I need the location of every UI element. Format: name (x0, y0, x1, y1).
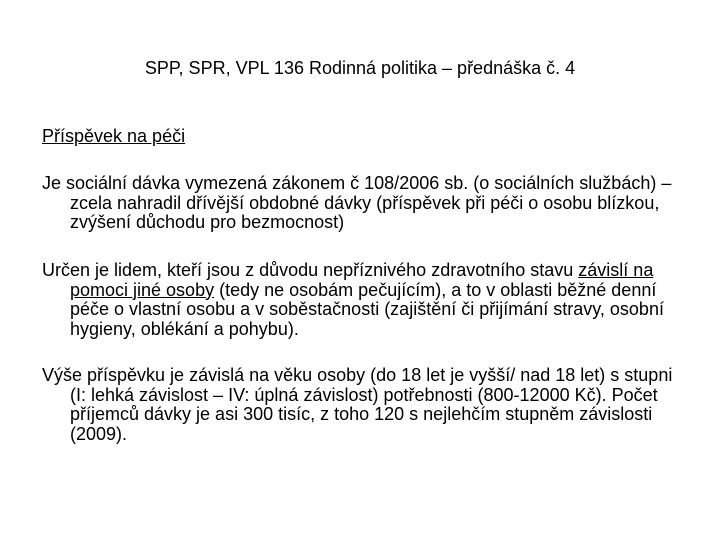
paragraph-definition: Je sociální dávka vymezená zákonem č 108/2006 sb. (o sociálních službách) – zcela nahradil dřívější obdobné dávky (příspěvek při péči o osobu blízkou, zvýšení důchodu pro bezmocnost) (42, 173, 672, 232)
paragraph-eligibility (42, 261, 678, 339)
paragraph-eligibility-text-start: Určen je lidem, kteří jsou z důvodu nepříznivého zdravotního stavu (42, 260, 579, 280)
paragraph-eligibility-underlined: závislí na pomoci jiné osoby (70, 260, 654, 300)
section-heading: Příspěvek na péči (42, 126, 186, 146)
paragraph-eligibility-text-end: (tedy ne osobám pečujícím), a to v oblasti běžné denní péče o vlastní osobu a v soběstačnosti (zajištění či přijímání stravy, osobní hygieny, oblékání a pohybu). (70, 279, 664, 339)
paragraph-amount: Výše příspěvku je závislá na věku osoby (do 18 let je vyšší/ nad 18 let) s stupni (I: lehká závislost – IV: úplná závislost) potřebnosti (800-12000 Kč). Počet příjemců dávky je asi 300 tisíc, z toho 120 s nejlehčím stupněm závislosti (2009). (42, 365, 673, 444)
slide-title: SPP, SPR, VPL 136 Rodinná politika – přednáška č. 4 (144, 58, 576, 78)
